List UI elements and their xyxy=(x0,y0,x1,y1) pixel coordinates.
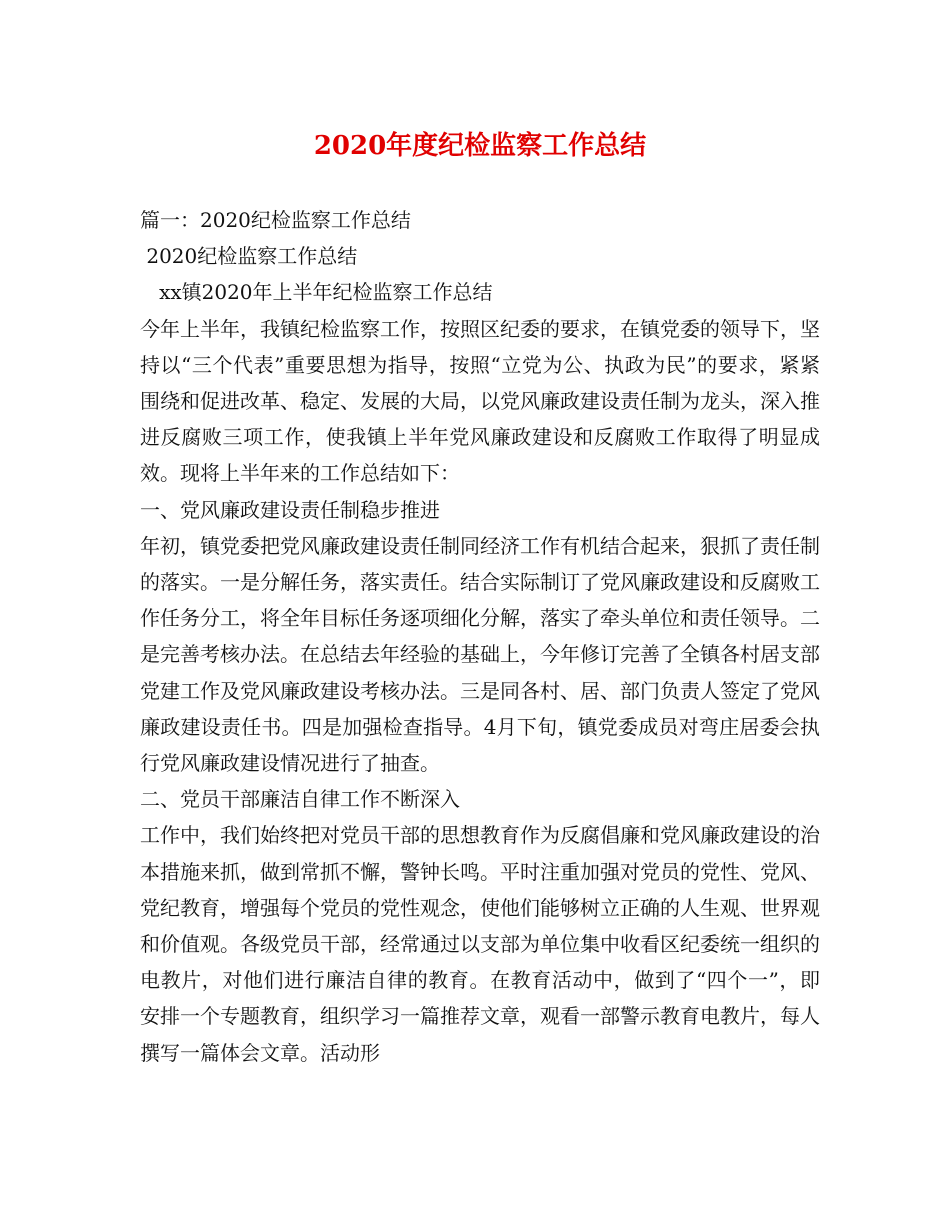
document-title: 2020年度纪检监察工作总结 xyxy=(313,131,647,161)
paragraph-two: 工作中，我们始终把对党员干部的思想教育作为反腐倡廉和党风廉政建设的治本措施来抓，做到常抓不懈，警钟长鸣。平时注重加强对党员的党性、党风、党纪教育，增强每个党员的党性观念，使他们能够树立正确的人生观、世界观和价值观。各级党员干部，经常通过以支部为单位集中收看区纪委统一组织的电教片，对他们进行廉洁自律的教育。在教育活动中，做到了“四个一”，即安排一个专题教育，组织学习一篇推荐文章，观看一部警示教育电教片，每人撰写一篇体会文章。活动形 xyxy=(140,823,820,1065)
document-body xyxy=(140,202,820,1071)
paragraph-one: 年初，镇党委把党风廉政建设责任制同经济工作有机结合起来，狠抓了责任制的落实。一是分解任务，落实责任。结合实际制订了党风廉政建设和反腐败工作任务分工，将全年目标任务逐项细化分解，落实了牵头单位和责任领导。二是完善考核办法。在总结去年经验的基础上，今年修订完善了全镇各村居支部党建工作及党风廉政建设考核办法。三是同各村、居、部门负责人签定了党风廉政建设责任书。四是加强检查指导。4月下旬，镇党委成员对弯庄居委会执行党风廉政建设情况进行了抽查。 xyxy=(140,533,820,775)
paragraph-intro: 今年上半年，我镇纪检监察工作，按照区纪委的要求，在镇党委的领导下，坚持以“三个代表”重要思想为指导，按照“立党为公、执政为民”的要求，紧紧围绕和促进改革、稳定、发展的大局，以党风廉政建设责任制为龙头，深入推进反腐败三项工作，使我镇上半年党风廉政建设和反腐败工作取得了明显成效。现将上半年来的工作总结如下： xyxy=(140,316,820,486)
report-title: xx镇2020年上半年纪检监察工作总结 xyxy=(140,280,493,305)
heading-one: 一、党风廉政建设责任制稳步推进 xyxy=(140,497,440,522)
section-heading: 篇一：2020纪检监察工作总结 xyxy=(140,208,411,232)
subtitle: 2020纪检监察工作总结 xyxy=(140,244,358,269)
heading-two: 二、党员干部廉洁自律工作不断深入 xyxy=(140,787,460,812)
